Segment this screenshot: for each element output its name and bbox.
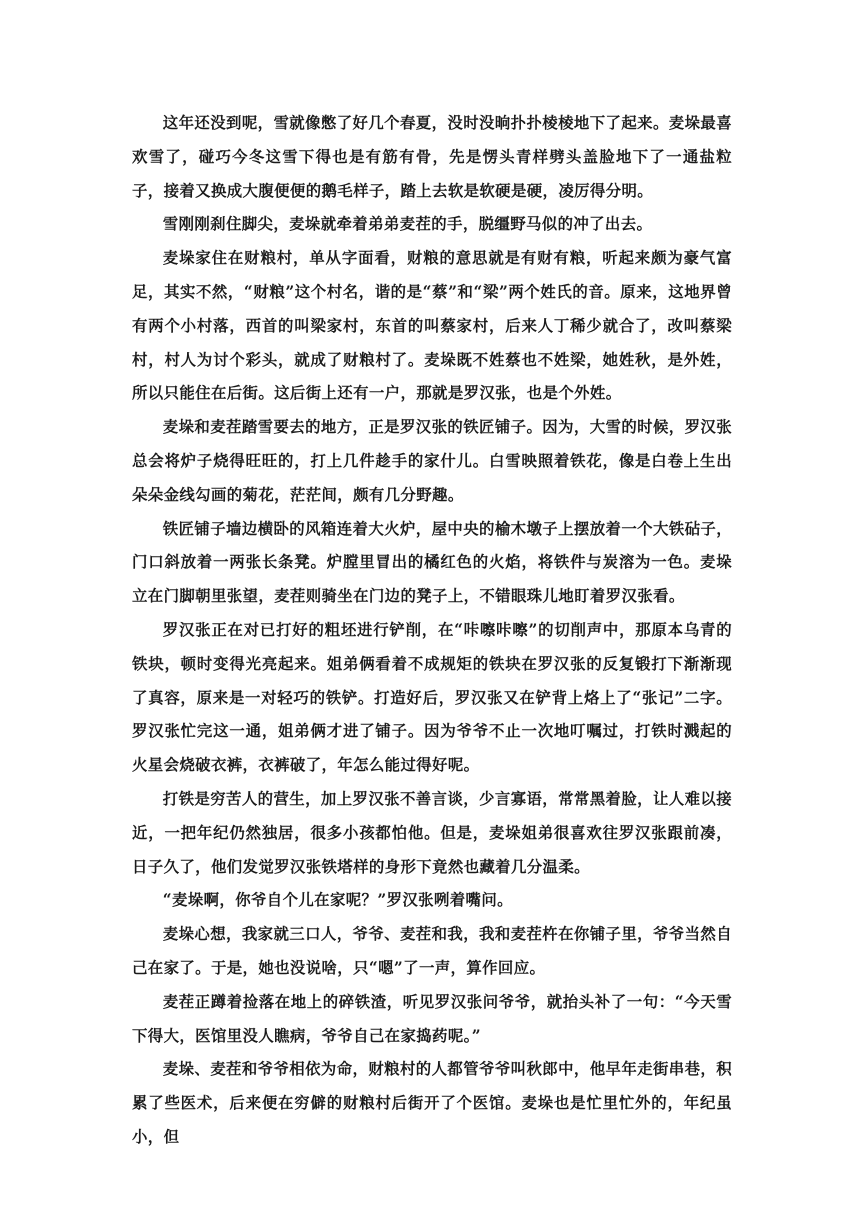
paragraph-2: 雪刚刚刹住脚尖，麦垛就牵着弟弟麦茬的手，脱缰野马似的冲了出去。 [162,215,653,234]
paragraph-10: 麦茬正蹲着捡落在地上的碎铁渣，听见罗汉张问爷爷，就抬头补了一句：“今天雪下得大，医馆里没人瞧病，爷爷自己在家捣药呢。” [132,992,732,1045]
paragraph-7: 打铁是穷苦人的营生，加上罗汉张不善言谈，少言寡语，常常黑着脸，让人难以接近，一把年纪仍然独居，很多小孩都怕他。但是，麦垛姐弟很喜欢往罗汉张跟前凑，日子久了，他们发觉罗汉张铁塔样的身形下竟然也藏着几分温柔。 [132,789,732,876]
paragraph-11: 麦垛、麦茬和爷爷相依为命，财粮村的人都管爷爷叫秋郎中，他早年走街串巷，积累了些医术，后来便在穷僻的财粮村后街开了个医馆。麦垛也是忙里忙外的，年纪虽小，但 [132,1060,732,1146]
paragraph-4: 麦垛和麦茬踏雪要去的地方，正是罗汉张的铁匠铺子。因为，大雪的时候，罗汉张总会将炉子烧得旺旺的，打上几件趁手的家什儿。白雪映照着铁花，像是白卷上生出朵朵金线勾画的菊花，茫茫间，颇有几分野趣。 [132,418,732,504]
paragraph-5: 铁匠铺子墙边横卧的风箱连着大火炉，屋中央的榆木墩子上摆放着一个大铁砧子，门口斜放着一两张长条凳。炉膛里冒出的橘红色的火焰，将铁件与炭溶为一色。麦垛立在门脚朝里张望，麦茬则骑坐在门边的凳子上，不错眼珠儿地盯着罗汉张看。 [132,519,732,606]
paragraph-9: 麦垛心想，我家就三口人，爷爷、麦茬和我，我和麦茬杵在你铺子里，爷爷当然自己在家了。于是，她也没说啥，只“嗯”了一声，算作回应。 [132,925,732,977]
paragraph-3: 麦垛家住在财粮村，单从字面看，财粮的意思就是有财有粮，听起来颇为豪气富足，其实不然，“财粮”这个村名，谐的是“蔡”和“梁”两个姓氏的音。原来，这地界曾有两个小村落，西首的叫梁家村，东首的叫蔡家村，后来人丁稀少就合了，改叫蔡梁村，村人为讨个彩头，就成了财粮村了。麦垛既不姓蔡也不姓梁，她姓秋，是外姓，所以只能住在后街。这后街上还有一户，那就是罗汉张，也是个外姓。 [132,249,732,403]
paragraph-1: 这年还没到呢，雪就像憋了好几个春夏，没时没晌扑扑棱棱地下了起来。麦垛最喜欢雪了，碰巧今冬这雪下得也是有筋有骨，先是愣头青样劈头盖脸地下了一通盐粒子，接着又换成大腹便便的鹅毛样子，踏上去软是软硬是硬，凌厉得分明。 [132,114,732,200]
paragraph-6: 罗汉张正在对已打好的粗坯进行铲削，在“咔嚓咔嚓”的切削声中，那原本乌青的铁块，顿时变得光亮起来。姐弟俩看着不成规矩的铁块在罗汉张的反复锻打下渐渐现了真容，原来是一对轻巧的铁铲。打造好后，罗汉张又在铲背上烙上了“张记”二字。罗汉张忙完这一通，姐弟俩才进了铺子。因为爷爷不止一次地叮嘱过，打铁时溅起的火星会烧破衣裤，衣裤破了，年怎么能过得好呢。 [132,620,732,775]
story-text-body [132,107,732,1155]
paragraph-8: “麦垛啊，你爷自个儿在家呢？”罗汉张咧着嘴问。 [162,891,513,910]
